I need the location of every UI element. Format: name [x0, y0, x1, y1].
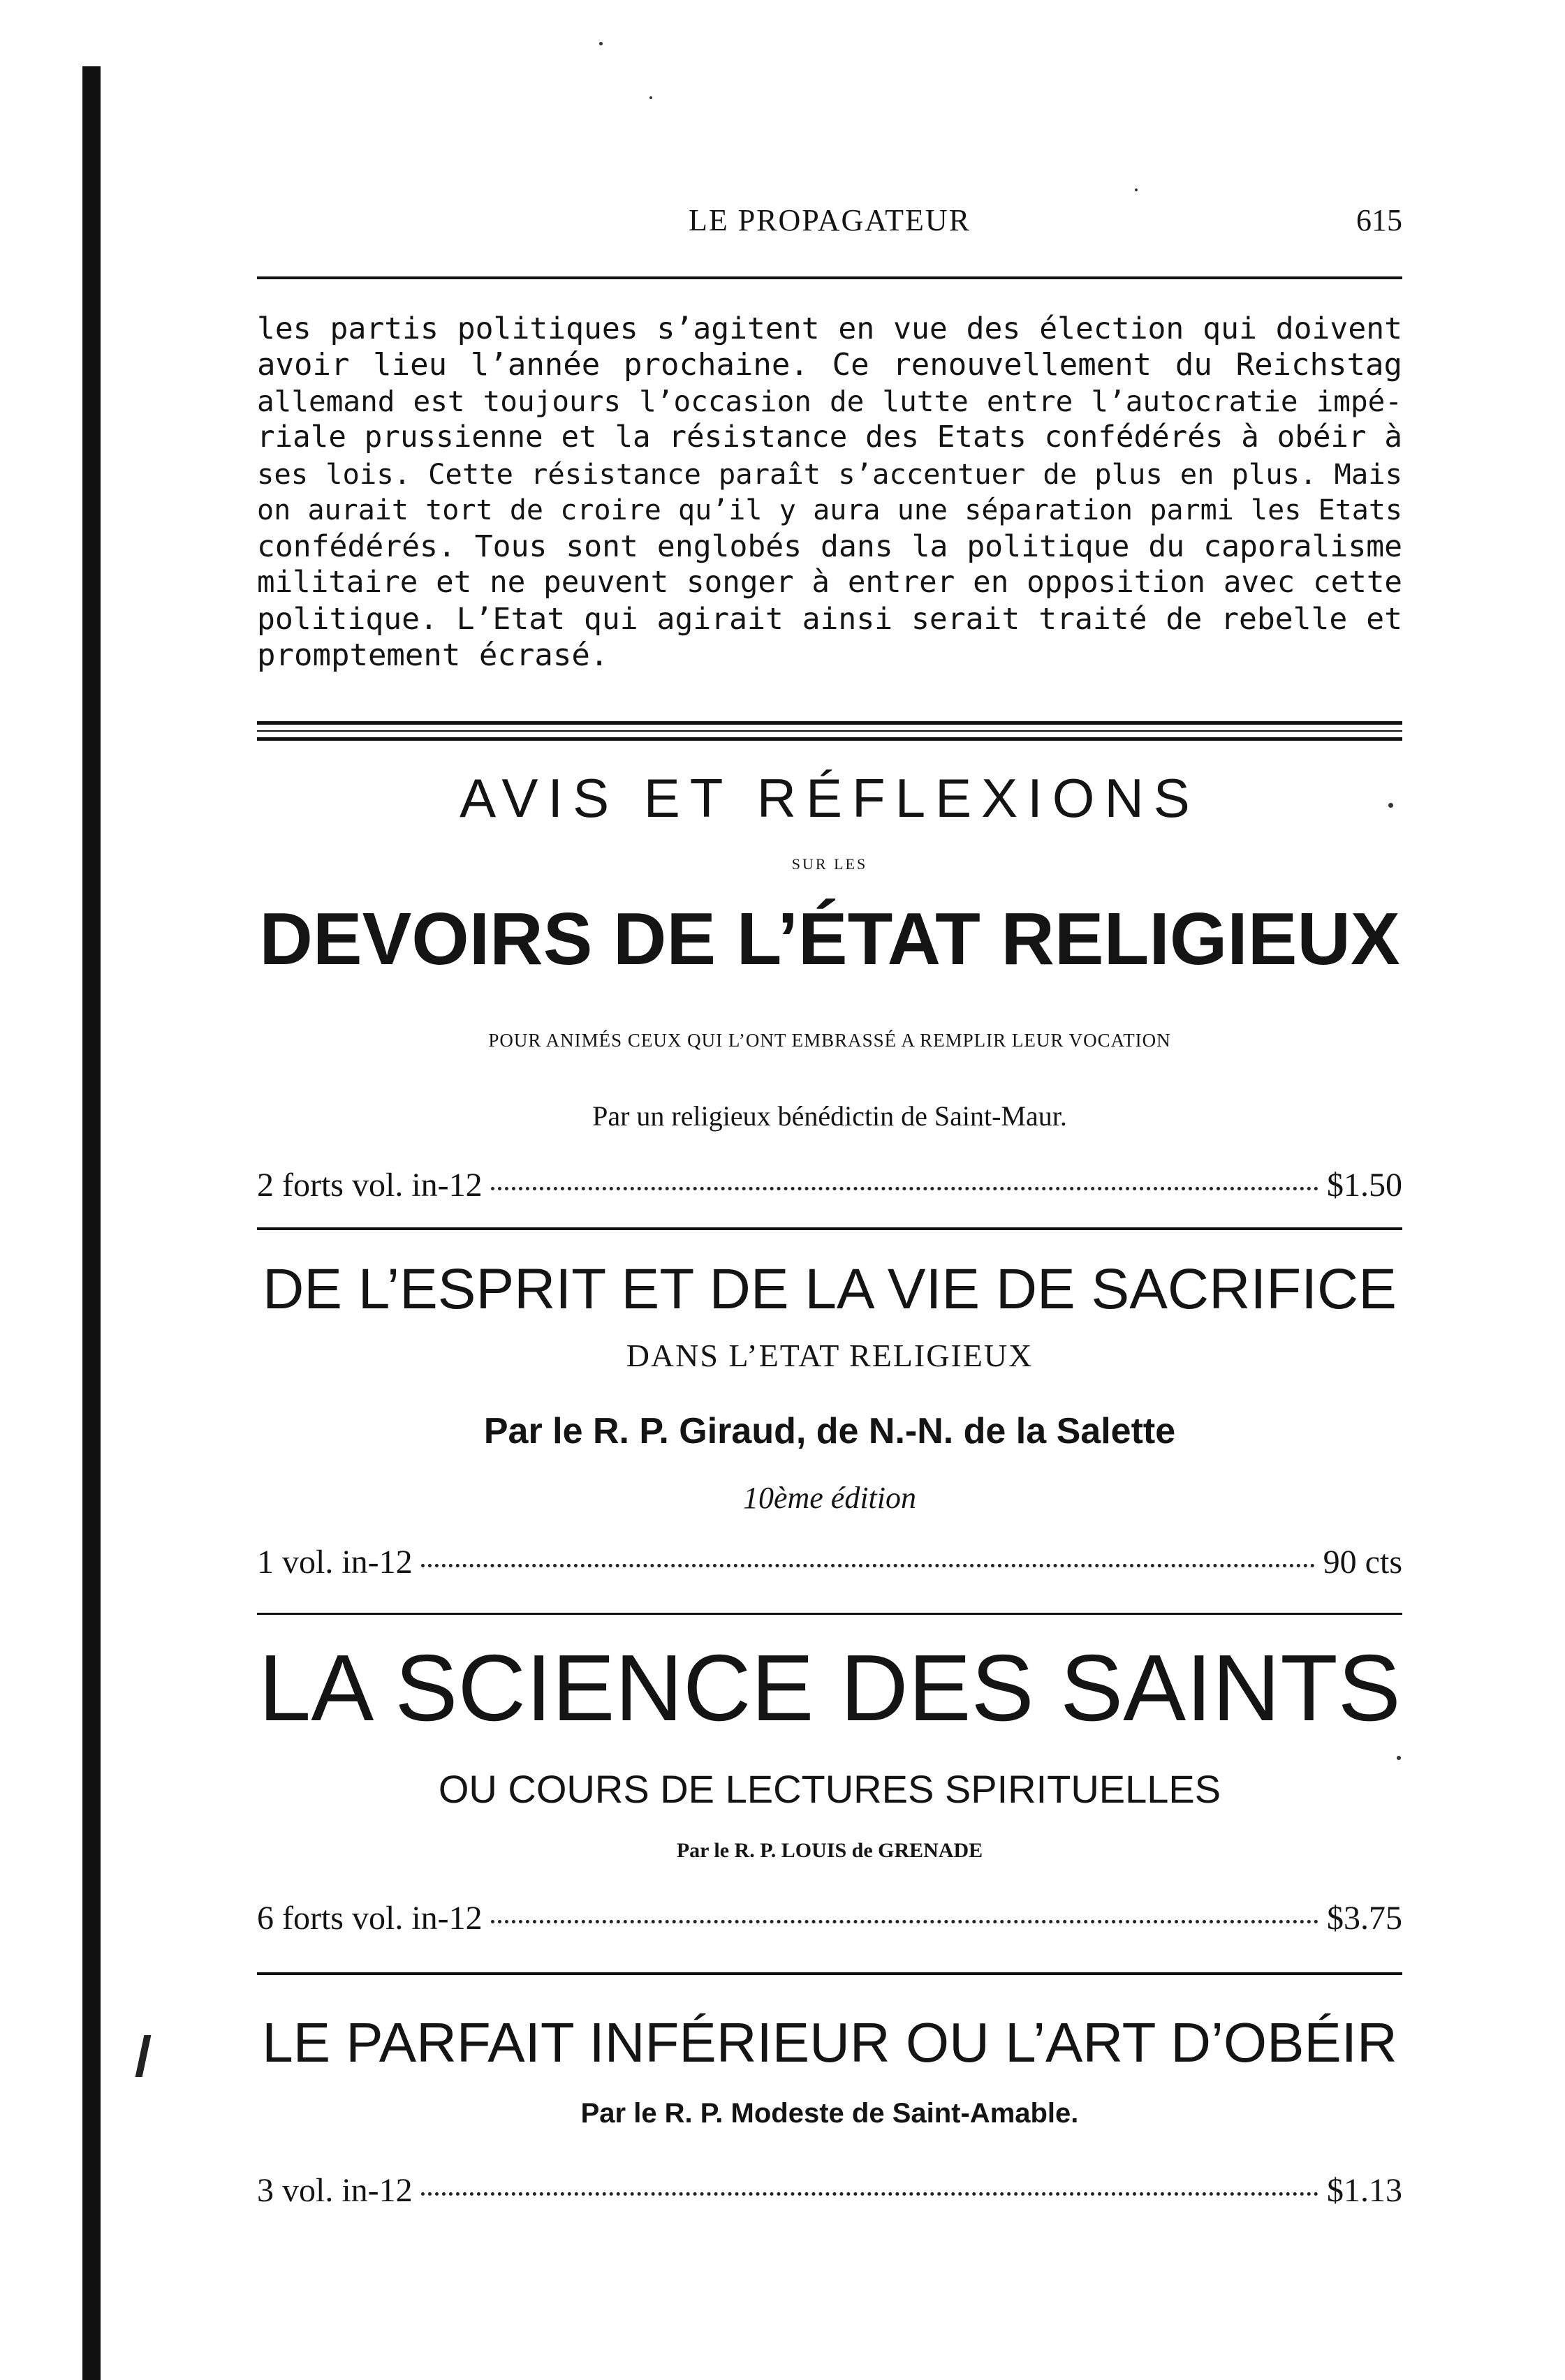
ad-author: Par le R. P. Modeste de Saint-Amable. [580, 2098, 1079, 2129]
dot-leader [421, 2192, 1318, 2196]
print-speck [599, 42, 603, 45]
ad-price-line [257, 2171, 1402, 2213]
ad-volumes: 3 vol. in-12 [257, 2172, 413, 2209]
ad-title: LA SCIENCE DES SAINTS [258, 1635, 1401, 1740]
print-speck [1135, 189, 1138, 191]
binding-mark [135, 2035, 152, 2077]
ad-price: $3.75 [1327, 1900, 1402, 1937]
ad-subtitle: DANS L’ETAT RELIGIEUX [626, 1338, 1034, 1373]
text-line: les partis politiques s’agitent en vue des élection qui doivent [257, 311, 1402, 346]
ad-price: 90 cts [1323, 1544, 1402, 1581]
ad-author: Par un religieux bénédictin de Saint-Maur. [592, 1100, 1067, 1132]
ad-author: Par le R. P. Giraud, de N.-N. de la Salette [483, 1411, 1176, 1451]
dot-leader [491, 1920, 1318, 1923]
section-rule-thick [257, 721, 1402, 725]
print-speck [1397, 1756, 1401, 1760]
section-rule-thin [257, 730, 1402, 732]
ad-title-top: AVIS ET RÉFLEXIONS [460, 767, 1200, 829]
header-rule [257, 276, 1402, 279]
ad-title: DE L’ESPRIT ET DE LA VIE DE SACRIFICE [263, 1257, 1397, 1321]
ad-divider [257, 1227, 1402, 1230]
text-line: on aurait tort de croire qu’il y aura une séparation parmi les Etats [257, 494, 1402, 526]
ad-title-main: DEVOIRS DE L’ÉTAT RELIGIEUX [259, 898, 1400, 980]
ad-price-line [257, 1899, 1402, 1941]
ad-volumes: 2 forts vol. in-12 [257, 1167, 483, 1204]
ad-subtitle: OU COURS DE LECTURES SPIRITUELLES [438, 1767, 1221, 1811]
text-line: promptement écrasé. [257, 637, 609, 673]
ad-divider [257, 1972, 1402, 1975]
ad-volumes: 1 vol. in-12 [257, 1544, 413, 1581]
dot-leader [421, 1564, 1315, 1567]
running-title: LE PROPAGATEUR [688, 203, 971, 237]
text-line: militaire et ne peuvent songer à entrer en opposition avec cette [257, 566, 1402, 600]
ad-connector: SUR LES [791, 855, 868, 873]
print-speck [649, 96, 652, 99]
page-number: 615 [1356, 203, 1402, 237]
ad-edition: 10ème édition [742, 1481, 917, 1515]
ad-price: $1.50 [1327, 1167, 1402, 1204]
running-head [257, 202, 1402, 244]
page-binding-edge [82, 66, 101, 2380]
dot-leader [491, 1187, 1318, 1190]
ad-price-line [257, 1543, 1402, 1585]
article-text [257, 311, 1402, 674]
ad-price-line [257, 1166, 1402, 1208]
text-line: riale prussienne et la résistance des Etats confédérés à obéir à [257, 420, 1402, 454]
ad-volumes: 6 forts vol. in-12 [257, 1900, 483, 1937]
ad-author: Par le R. P. LOUIS de GRENADE [676, 1839, 983, 1862]
text-line: allemand est toujours l’occasion de lutte entre l’autocratie impé- [257, 385, 1402, 418]
ad-divider [257, 1613, 1402, 1615]
text-line: confédérés. Tous sont englobés dans la politique du caporalisme [257, 529, 1402, 564]
text-line: ses lois. Cette résistance paraît s’accentuer de plus en plus. Mais [257, 457, 1402, 491]
ad-subtitle: POUR ANIMÉS CEUX QUI L’ONT EMBRASSÉ A REMPLIR LEUR VOCATION [488, 1030, 1171, 1051]
text-line: avoir lieu l’année prochaine. Ce renouvellement du Reichstag [257, 347, 1402, 383]
ad-title: LE PARFAIT INFÉRIEUR OU L’ART D’OBÉIR [262, 2011, 1397, 2074]
section-rule-thick [257, 737, 1402, 741]
ad-price: $1.13 [1327, 2172, 1402, 2209]
text-line: politique. L’Etat qui agirait ainsi serait traité de rebelle et [257, 602, 1402, 637]
